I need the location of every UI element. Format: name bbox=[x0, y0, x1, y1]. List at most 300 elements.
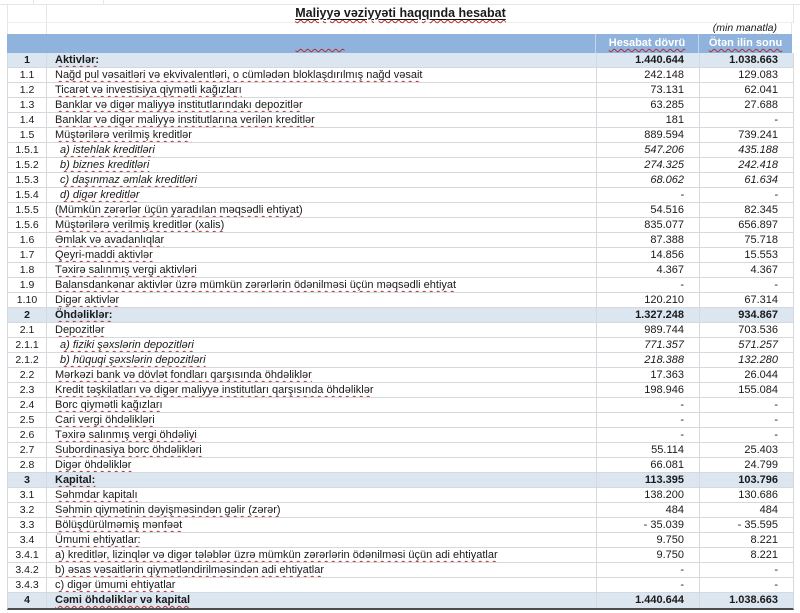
cell-text: 9.750 bbox=[656, 534, 684, 546]
row-label-cell[interactable] bbox=[46, 413, 596, 427]
cell-text: 835.077 bbox=[644, 219, 684, 231]
table-row bbox=[8, 98, 793, 113]
cell-text: 4 bbox=[24, 594, 30, 606]
gridline bbox=[33, 0, 34, 4]
cell-text: 242.418 bbox=[738, 159, 778, 171]
value-current-cell[interactable] bbox=[596, 428, 699, 442]
value-previous-cell[interactable] bbox=[699, 158, 793, 172]
cell-text: 989.744 bbox=[644, 324, 684, 336]
row-number-cell[interactable] bbox=[8, 158, 46, 172]
value-current-cell[interactable] bbox=[596, 578, 699, 592]
row-label-cell[interactable] bbox=[46, 128, 596, 142]
cell-text: 242.148 bbox=[644, 69, 684, 81]
row-number-cell[interactable] bbox=[8, 248, 46, 262]
row-label-cell[interactable] bbox=[46, 398, 596, 412]
row-label: Ticarət və investisiya qiymətli kağızları bbox=[55, 84, 242, 96]
cell-text: - bbox=[680, 579, 684, 591]
value-current-cell[interactable] bbox=[596, 233, 699, 247]
row-label-cell[interactable] bbox=[46, 518, 596, 532]
value-previous-cell[interactable] bbox=[699, 233, 793, 247]
value-current-cell[interactable] bbox=[596, 143, 699, 157]
header-previous-period[interactable] bbox=[698, 34, 792, 53]
cell-text: 4.367 bbox=[656, 264, 684, 276]
value-previous-cell[interactable] bbox=[699, 173, 793, 187]
row-label: Banklar və digər maliyyə institutlarındakı depozitlər bbox=[55, 99, 303, 111]
row-number-cell[interactable] bbox=[8, 488, 46, 502]
value-current-cell[interactable] bbox=[596, 323, 699, 337]
row-number-cell[interactable] bbox=[8, 128, 46, 142]
cell-text: 274.325 bbox=[644, 159, 684, 171]
value-previous-cell[interactable] bbox=[699, 203, 793, 217]
row-label-cell[interactable] bbox=[46, 563, 596, 577]
cell-text: 63.285 bbox=[650, 99, 684, 111]
cell-text: 1.440.644 bbox=[635, 54, 684, 66]
cell-text: - 35.039 bbox=[643, 519, 684, 531]
table-row bbox=[8, 458, 793, 473]
value-previous-cell[interactable] bbox=[699, 488, 793, 502]
value-current-cell[interactable] bbox=[596, 98, 699, 112]
value-previous-cell[interactable] bbox=[699, 368, 793, 382]
row-number-cell[interactable] bbox=[8, 353, 46, 367]
units-note-cell[interactable] bbox=[7, 23, 792, 34]
row-number-cell[interactable] bbox=[8, 83, 46, 97]
value-previous-cell[interactable] bbox=[699, 308, 793, 322]
row-label-cell[interactable] bbox=[46, 203, 596, 217]
row-label-cell[interactable] bbox=[46, 293, 596, 307]
row-label-cell[interactable] bbox=[46, 143, 596, 157]
row-number-cell[interactable] bbox=[8, 113, 46, 127]
row-number-cell[interactable] bbox=[8, 473, 46, 487]
row-number-cell[interactable] bbox=[8, 338, 46, 352]
value-current-cell[interactable] bbox=[596, 473, 699, 487]
value-previous-cell[interactable] bbox=[699, 218, 793, 232]
row-label: Kredit təşkilatları və digər maliyyə institutları qarşısında öhdəliklər bbox=[55, 384, 374, 396]
row-label-cell[interactable] bbox=[46, 158, 596, 172]
cell-text: 14.856 bbox=[650, 249, 684, 261]
cell-text: 87.388 bbox=[650, 234, 684, 246]
value-current-cell[interactable] bbox=[596, 383, 699, 397]
row-label-cell[interactable] bbox=[46, 443, 596, 457]
value-current-cell[interactable] bbox=[596, 128, 699, 142]
row-label-cell[interactable] bbox=[46, 533, 596, 547]
row-number-cell[interactable] bbox=[8, 458, 46, 472]
row-label-cell[interactable] bbox=[46, 263, 596, 277]
row-number-cell[interactable] bbox=[8, 293, 46, 307]
row-number-cell[interactable] bbox=[8, 233, 46, 247]
table-row bbox=[8, 68, 793, 83]
cell-text: 132.280 bbox=[738, 354, 778, 366]
row-label: Ümumi ehtiyatlar: bbox=[55, 534, 141, 546]
row-label-cell[interactable] bbox=[46, 383, 596, 397]
cell-text: - bbox=[774, 579, 778, 591]
value-current-cell[interactable] bbox=[596, 83, 699, 97]
cell-text: 26.044 bbox=[744, 369, 778, 381]
row-number-cell[interactable] bbox=[8, 398, 46, 412]
row-label: b) biznes kreditləri bbox=[60, 159, 150, 171]
value-current-cell[interactable] bbox=[596, 548, 699, 562]
value-current-cell[interactable] bbox=[596, 533, 699, 547]
row-label: Səhmin qiymətinin dəyişməsindən gəlir (zərər) bbox=[55, 504, 281, 516]
value-previous-cell[interactable] bbox=[699, 278, 793, 292]
value-current-cell[interactable] bbox=[596, 488, 699, 502]
value-current-cell[interactable] bbox=[596, 458, 699, 472]
value-previous-cell[interactable] bbox=[699, 248, 793, 262]
value-current-cell[interactable] bbox=[596, 203, 699, 217]
cell-text: 1.7 bbox=[19, 249, 35, 261]
table-row bbox=[8, 533, 793, 548]
row-label: Balansdankənar aktivlər üzrə mümkün zərərlərin ödənilməsi üçün məqsədli ehtiyat bbox=[55, 279, 457, 291]
cell-text: 2.1.2 bbox=[15, 354, 39, 366]
table-row bbox=[8, 203, 793, 218]
row-label: a) istehlak kreditləri bbox=[60, 144, 155, 156]
cell-text: 155.084 bbox=[738, 384, 778, 396]
cell-text: 75.718 bbox=[744, 234, 778, 246]
row-label-cell[interactable] bbox=[46, 338, 596, 352]
cell-text: 4.367 bbox=[750, 264, 778, 276]
value-current-cell[interactable] bbox=[596, 593, 699, 608]
row-number-cell[interactable] bbox=[8, 413, 46, 427]
value-current-cell[interactable] bbox=[596, 263, 699, 277]
cell-text: 2 bbox=[24, 309, 30, 321]
value-current-cell[interactable] bbox=[596, 173, 699, 187]
cell-text: 3.4.2 bbox=[15, 564, 39, 576]
cell-text: 2.8 bbox=[19, 459, 35, 471]
row-label-cell[interactable] bbox=[46, 188, 596, 202]
row-label-cell[interactable] bbox=[46, 368, 596, 382]
cell-text: - bbox=[680, 429, 684, 441]
cell-text: 1.1 bbox=[19, 69, 35, 81]
column-header-row bbox=[7, 34, 792, 53]
row-number-cell[interactable] bbox=[8, 53, 46, 67]
value-current-cell[interactable] bbox=[596, 218, 699, 232]
value-current-cell[interactable] bbox=[596, 563, 699, 577]
cell-text: 1.10 bbox=[16, 294, 38, 306]
row-label: Müştərilərə verilmiş kreditlər (xalis) bbox=[55, 219, 225, 231]
cell-text: 1.038.663 bbox=[729, 594, 778, 606]
row-label: Subordinasiya borc öhdəlikləri bbox=[55, 444, 202, 456]
row-number-cell[interactable] bbox=[8, 263, 46, 277]
row-label-cell[interactable] bbox=[46, 173, 596, 187]
cell-text: 1.5.1 bbox=[15, 144, 39, 156]
row-label: Əmlak və avadanlıqlar bbox=[55, 234, 165, 246]
table-row bbox=[8, 263, 793, 278]
units-note: (min manatla) bbox=[712, 22, 777, 34]
cell-text: 1.5 bbox=[19, 129, 35, 141]
row-label-cell[interactable] bbox=[46, 68, 596, 82]
cell-text: 1.440.644 bbox=[635, 594, 684, 606]
table-row bbox=[8, 293, 793, 308]
cell-text: 82.345 bbox=[744, 204, 778, 216]
row-label: Digər aktivlər bbox=[55, 294, 120, 306]
gridline bbox=[46, 23, 47, 34]
value-current-cell[interactable] bbox=[596, 158, 699, 172]
table-row bbox=[8, 113, 793, 128]
cell-text: - bbox=[774, 399, 778, 411]
table-row bbox=[8, 353, 793, 368]
table-row bbox=[8, 413, 793, 428]
row-label-cell[interactable] bbox=[46, 248, 596, 262]
cell-text: 1.5.2 bbox=[15, 159, 39, 171]
cell-text: 3.4 bbox=[19, 534, 35, 546]
value-previous-cell[interactable] bbox=[699, 473, 793, 487]
row-label: d) digər kreditlər bbox=[60, 189, 140, 201]
value-previous-cell[interactable] bbox=[699, 428, 793, 442]
cell-text: 3.1 bbox=[19, 489, 35, 501]
row-label-cell[interactable] bbox=[46, 458, 596, 472]
cell-text: 703.536 bbox=[738, 324, 778, 336]
cell-text: - bbox=[680, 414, 684, 426]
row-label-cell[interactable] bbox=[46, 53, 596, 67]
row-label-cell[interactable] bbox=[46, 278, 596, 292]
cell-text: 73.131 bbox=[650, 84, 684, 96]
value-previous-cell[interactable] bbox=[699, 68, 793, 82]
cell-text: 1.3 bbox=[19, 99, 35, 111]
row-label: c) daşınmaz əmlak kreditləri bbox=[60, 174, 197, 186]
row-number-cell[interactable] bbox=[8, 68, 46, 82]
value-current-cell[interactable] bbox=[596, 368, 699, 382]
cell-text: - bbox=[774, 429, 778, 441]
table-row bbox=[8, 593, 793, 608]
row-label-cell[interactable] bbox=[46, 593, 596, 608]
row-number-cell[interactable] bbox=[8, 533, 46, 547]
cell-text: 61.634 bbox=[744, 174, 778, 186]
value-previous-cell[interactable] bbox=[699, 53, 793, 67]
value-previous-cell[interactable] bbox=[699, 548, 793, 562]
value-previous-cell[interactable] bbox=[699, 263, 793, 277]
row-number-cell[interactable] bbox=[8, 443, 46, 457]
header-number-cell[interactable] bbox=[7, 34, 45, 53]
table-row bbox=[8, 173, 793, 188]
table-row bbox=[8, 128, 793, 143]
table-row bbox=[8, 338, 793, 353]
row-label-cell[interactable] bbox=[46, 488, 596, 502]
cell-text: 547.206 bbox=[644, 144, 684, 156]
row-label: Təxirə salınmış vergi aktivləri bbox=[55, 264, 197, 276]
row-label-cell[interactable] bbox=[46, 83, 596, 97]
row-label-cell[interactable] bbox=[46, 323, 596, 337]
value-current-cell[interactable] bbox=[596, 338, 699, 352]
row-number-cell[interactable] bbox=[8, 308, 46, 322]
value-previous-cell[interactable] bbox=[699, 98, 793, 112]
cell-text: 17.363 bbox=[650, 369, 684, 381]
row-number-cell[interactable] bbox=[8, 173, 46, 187]
value-current-cell[interactable] bbox=[596, 53, 699, 67]
cell-text: 571.257 bbox=[738, 339, 778, 351]
row-number-cell[interactable] bbox=[8, 188, 46, 202]
cell-text: 120.210 bbox=[644, 294, 684, 306]
table-row bbox=[8, 428, 793, 443]
table-row bbox=[8, 518, 793, 533]
row-number-cell[interactable] bbox=[8, 98, 46, 112]
cell-text: 130.686 bbox=[738, 489, 778, 501]
table-row bbox=[8, 503, 793, 518]
table-row bbox=[8, 143, 793, 158]
row-number-cell[interactable] bbox=[8, 518, 46, 532]
value-previous-cell[interactable] bbox=[699, 398, 793, 412]
row-label-cell[interactable] bbox=[46, 578, 596, 592]
value-previous-cell[interactable] bbox=[699, 443, 793, 457]
row-number-cell[interactable] bbox=[8, 578, 46, 592]
cell-text: 3.3 bbox=[19, 519, 35, 531]
cell-text: 8.221 bbox=[750, 534, 778, 546]
cell-text: 2.1 bbox=[19, 324, 35, 336]
row-label: Kapital: bbox=[55, 474, 96, 486]
value-previous-cell[interactable] bbox=[699, 413, 793, 427]
value-previous-cell[interactable] bbox=[699, 578, 793, 592]
value-current-cell[interactable] bbox=[596, 293, 699, 307]
value-previous-cell[interactable] bbox=[699, 143, 793, 157]
row-label-cell[interactable] bbox=[46, 98, 596, 112]
table-body bbox=[7, 53, 794, 610]
cell-text: 435.188 bbox=[738, 144, 778, 156]
value-previous-cell[interactable] bbox=[699, 563, 793, 577]
row-label: Müştərilərə verilmiş kreditlər bbox=[55, 129, 192, 141]
row-label-cell[interactable] bbox=[46, 308, 596, 322]
cell-text: - bbox=[774, 114, 778, 126]
report-title-cell[interactable] bbox=[7, 5, 794, 23]
cell-text: 1.5.5 bbox=[15, 204, 39, 216]
value-previous-cell[interactable] bbox=[699, 383, 793, 397]
cell-text: 2.5 bbox=[19, 414, 35, 426]
value-current-cell[interactable] bbox=[596, 308, 699, 322]
row-number-cell[interactable] bbox=[8, 428, 46, 442]
table-row bbox=[8, 248, 793, 263]
value-previous-cell[interactable] bbox=[699, 533, 793, 547]
gridline bbox=[46, 5, 47, 22]
value-previous-cell[interactable] bbox=[699, 113, 793, 127]
cell-text: - 35.595 bbox=[737, 519, 778, 531]
table-row bbox=[8, 158, 793, 173]
row-number-cell[interactable] bbox=[8, 368, 46, 382]
row-label-cell[interactable] bbox=[46, 233, 596, 247]
gridline bbox=[103, 0, 104, 4]
value-previous-cell[interactable] bbox=[699, 128, 793, 142]
value-current-cell[interactable] bbox=[596, 398, 699, 412]
value-previous-cell[interactable] bbox=[699, 458, 793, 472]
value-current-cell[interactable] bbox=[596, 503, 699, 517]
table-row bbox=[8, 323, 793, 338]
row-label: Təxirə salınmış vergi öhdəliyi bbox=[55, 429, 197, 441]
table-row bbox=[8, 473, 793, 488]
cell-text: 55.114 bbox=[651, 444, 684, 456]
cell-text: 15.553 bbox=[744, 249, 778, 261]
value-current-cell[interactable] bbox=[596, 188, 699, 202]
spellcheck-squiggle bbox=[296, 34, 345, 53]
row-label-cell[interactable] bbox=[46, 353, 596, 367]
value-current-cell[interactable] bbox=[596, 443, 699, 457]
cell-text: - bbox=[680, 399, 684, 411]
cell-text: 3 bbox=[24, 474, 30, 486]
cell-text: 66.081 bbox=[650, 459, 684, 471]
cell-text: 54.516 bbox=[650, 204, 684, 216]
value-previous-cell[interactable] bbox=[699, 338, 793, 352]
cell-text: 1.5.6 bbox=[15, 219, 39, 231]
row-number-cell[interactable] bbox=[8, 143, 46, 157]
value-current-cell[interactable] bbox=[596, 113, 699, 127]
value-current-cell[interactable] bbox=[596, 248, 699, 262]
row-label: a) fiziki şəxslərin depozitləri bbox=[60, 339, 194, 351]
row-number-cell[interactable] bbox=[8, 323, 46, 337]
row-label: Mərkəzi bank və dövlət fondları qarşısında öhdəliklər bbox=[55, 369, 312, 381]
value-previous-cell[interactable] bbox=[699, 518, 793, 532]
row-label: Cari vergi öhdəlikləri bbox=[55, 414, 155, 426]
value-previous-cell[interactable] bbox=[699, 83, 793, 97]
cell-text: 1.9 bbox=[19, 279, 35, 291]
row-label-cell[interactable] bbox=[46, 428, 596, 442]
cell-text: - bbox=[774, 414, 778, 426]
row-number-cell[interactable] bbox=[8, 593, 46, 608]
row-label: b) hüquqi şəxslərin depozitləri bbox=[60, 354, 206, 366]
cell-text: 3.2 bbox=[19, 504, 35, 516]
row-number-cell[interactable] bbox=[8, 203, 46, 217]
cell-text: 2.6 bbox=[19, 429, 35, 441]
table-row bbox=[8, 578, 793, 593]
value-previous-cell[interactable] bbox=[699, 323, 793, 337]
row-number-cell[interactable] bbox=[8, 563, 46, 577]
cell-text: 62.041 bbox=[744, 84, 778, 96]
row-label-cell[interactable] bbox=[46, 548, 596, 562]
value-previous-cell[interactable] bbox=[699, 503, 793, 517]
header-current-period[interactable] bbox=[595, 34, 698, 53]
cell-text: 1.5.3 bbox=[15, 174, 39, 186]
row-number-cell[interactable] bbox=[8, 383, 46, 397]
value-current-cell[interactable] bbox=[596, 413, 699, 427]
row-label: Öhdəliklər: bbox=[55, 309, 113, 321]
cell-text: 138.200 bbox=[644, 489, 684, 501]
value-current-cell[interactable] bbox=[596, 68, 699, 82]
value-previous-cell[interactable] bbox=[699, 293, 793, 307]
table-row bbox=[8, 278, 793, 293]
value-current-cell[interactable] bbox=[596, 518, 699, 532]
row-label: Qeyri-maddi aktivlər bbox=[55, 249, 153, 261]
value-current-cell[interactable] bbox=[596, 278, 699, 292]
cell-text: 2.3 bbox=[19, 384, 35, 396]
cell-text: - bbox=[680, 279, 684, 291]
cell-text: 1.4 bbox=[19, 114, 35, 126]
row-label: Bölüşdürülməmiş mənfəət bbox=[55, 519, 183, 531]
row-label-cell[interactable] bbox=[46, 473, 596, 487]
row-label: c) digər ümumi ehtiyatlar bbox=[55, 579, 176, 591]
cell-text: - bbox=[774, 279, 778, 291]
row-number-cell[interactable] bbox=[8, 218, 46, 232]
value-current-cell[interactable] bbox=[596, 353, 699, 367]
row-label-cell[interactable] bbox=[46, 218, 596, 232]
row-label-cell[interactable] bbox=[46, 113, 596, 127]
cell-text: 934.867 bbox=[738, 309, 778, 321]
cell-text: 103.796 bbox=[738, 474, 778, 486]
row-number-cell[interactable] bbox=[8, 503, 46, 517]
cell-text: 1.5.4 bbox=[15, 189, 39, 201]
cell-text: 27.688 bbox=[744, 99, 778, 111]
cell-text: 9.750 bbox=[656, 549, 684, 561]
row-number-cell[interactable] bbox=[8, 278, 46, 292]
cell-text: 1.038.663 bbox=[729, 54, 778, 66]
header-label-cell[interactable] bbox=[45, 34, 595, 53]
table-row bbox=[8, 548, 793, 563]
value-previous-cell[interactable] bbox=[699, 353, 793, 367]
table-row bbox=[8, 398, 793, 413]
row-label-cell[interactable] bbox=[46, 503, 596, 517]
cell-text: 1 bbox=[24, 54, 30, 66]
row-number-cell[interactable] bbox=[8, 548, 46, 562]
cell-text: - bbox=[680, 189, 684, 201]
value-previous-cell[interactable] bbox=[699, 188, 793, 202]
cell-text: - bbox=[680, 564, 684, 576]
table-row bbox=[8, 83, 793, 98]
header-previous-period-label: Ötən ilin sonu bbox=[708, 37, 783, 49]
value-previous-cell[interactable] bbox=[699, 593, 793, 608]
cell-text: 3.4.1 bbox=[15, 549, 39, 561]
